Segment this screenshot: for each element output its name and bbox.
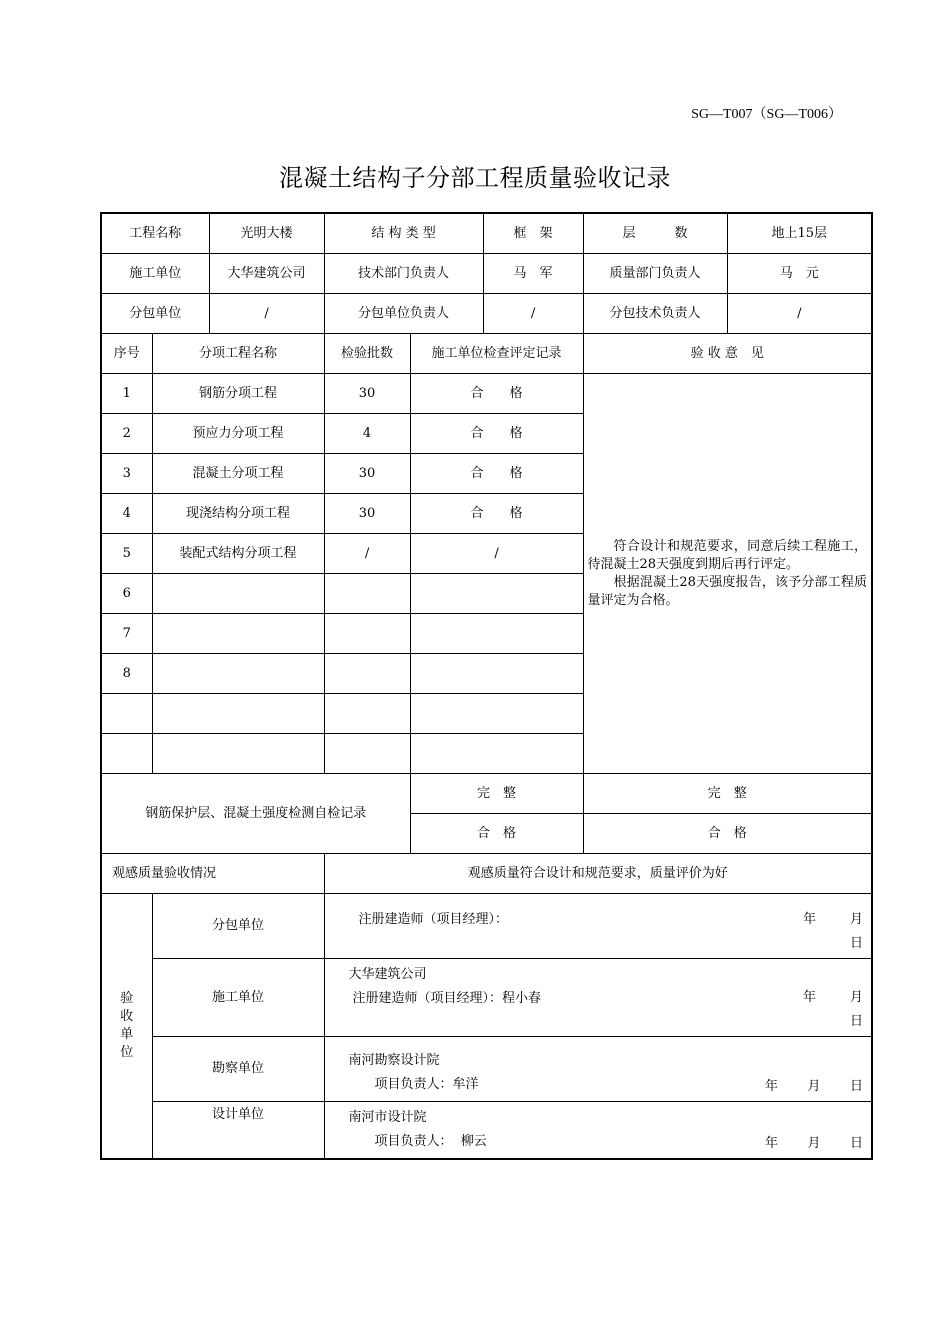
item-batches: 30 bbox=[324, 494, 410, 534]
acceptance-char: 位 bbox=[120, 1045, 134, 1060]
item-batches: 30 bbox=[324, 454, 410, 494]
column-header-batches: 检验批数 bbox=[324, 334, 410, 374]
sub-unit-signature bbox=[324, 894, 872, 959]
item-no: 1 bbox=[101, 374, 152, 414]
quality-head-label: 质量部门负责人 bbox=[583, 254, 727, 294]
self-check-r1-right: 完 整 bbox=[583, 774, 872, 814]
acceptance-record-table bbox=[100, 212, 873, 1160]
item-record bbox=[410, 614, 583, 654]
item-record bbox=[410, 654, 583, 694]
subcontractor-label: 分包单位 bbox=[101, 294, 209, 334]
item-name bbox=[152, 574, 324, 614]
structure-type-label: 结 构 类 型 bbox=[324, 213, 483, 254]
item-record bbox=[410, 694, 583, 734]
sub-head-label: 分包单位负责人 bbox=[324, 294, 483, 334]
contractor-unit-label: 施工单位 bbox=[152, 959, 324, 1037]
date-day: 日 bbox=[850, 936, 864, 951]
item-record: 合 格 bbox=[410, 454, 583, 494]
item-batches bbox=[324, 614, 410, 654]
survey-unit-signature bbox=[324, 1037, 872, 1102]
project-name-value: 光明大楼 bbox=[209, 213, 324, 254]
item-name: 装配式结构分项工程 bbox=[152, 534, 324, 574]
appearance-value: 观感质量符合设计和规范要求，质量评价为好 bbox=[324, 854, 872, 894]
contractor-value: 大华建筑公司 bbox=[209, 254, 324, 294]
item-no: 4 bbox=[101, 494, 152, 534]
item-batches bbox=[324, 734, 410, 774]
item-record: 合 格 bbox=[410, 374, 583, 414]
survey-unit-line1: 南河勘察设计院 bbox=[348, 1053, 440, 1068]
date-month: 月 bbox=[807, 1079, 821, 1094]
acceptance-units-label bbox=[101, 894, 152, 1160]
column-header-no: 序号 bbox=[101, 334, 152, 374]
contractor-unit-line2: 注册建造师（项目经理）：程小春 bbox=[352, 991, 542, 1006]
item-batches bbox=[324, 694, 410, 734]
item-no bbox=[101, 694, 152, 734]
item-no: 6 bbox=[101, 574, 152, 614]
acceptance-opinion bbox=[583, 374, 872, 774]
self-check-r2-left: 合 格 bbox=[410, 814, 583, 854]
item-name bbox=[152, 734, 324, 774]
appearance-label: 观感质量验收情况 bbox=[101, 854, 324, 894]
date-year: 年 bbox=[765, 1136, 779, 1151]
sub-unit-label: 分包单位 bbox=[152, 894, 324, 959]
item-batches: 4 bbox=[324, 414, 410, 454]
document-code: SG—T007（SG—T006） bbox=[691, 107, 842, 122]
table-row bbox=[101, 374, 872, 414]
design-unit-line2: 项目负责人： 柳云 bbox=[374, 1134, 487, 1149]
item-no: 3 bbox=[101, 454, 152, 494]
column-header-name: 分项工程名称 bbox=[152, 334, 324, 374]
item-record bbox=[410, 734, 583, 774]
tech-head-value: 马 军 bbox=[483, 254, 583, 294]
date-year: 年 bbox=[803, 990, 817, 1005]
opinion-paragraph-1: 符合设计和规范要求，同意后续工程施工，待混凝土28天强度到期后再行评定。 bbox=[587, 538, 868, 572]
survey-unit-label: 勘察单位 bbox=[152, 1037, 324, 1102]
item-name: 钢筋分项工程 bbox=[152, 374, 324, 414]
opinion-paragraph-2: 根据混凝土28天强度报告，该予分部工程质量评定为合格。 bbox=[587, 574, 868, 608]
self-check-r2-right: 合 格 bbox=[583, 814, 872, 854]
item-record: 合 格 bbox=[410, 494, 583, 534]
self-check-label: 钢筋保护层、混凝土强度检测自检记录 bbox=[101, 774, 410, 854]
contractor-unit-line1: 大华建筑公司 bbox=[348, 967, 427, 982]
item-no: 5 bbox=[101, 534, 152, 574]
date-month: 月 bbox=[850, 912, 864, 927]
item-no: 7 bbox=[101, 614, 152, 654]
column-header-opinion: 验 收 意 见 bbox=[583, 334, 872, 374]
floors-value: 地上15层 bbox=[727, 213, 872, 254]
item-no: 8 bbox=[101, 654, 152, 694]
contractor-label: 施工单位 bbox=[101, 254, 209, 294]
column-header-record: 施工单位检查评定记录 bbox=[410, 334, 583, 374]
date-year: 年 bbox=[803, 912, 817, 927]
design-unit-label: 设计单位 bbox=[152, 1102, 324, 1160]
item-name bbox=[152, 614, 324, 654]
acceptance-char: 单 bbox=[120, 1027, 134, 1042]
design-unit-line1: 南河市设计院 bbox=[348, 1110, 427, 1125]
date-year: 年 bbox=[765, 1079, 779, 1094]
structure-type-value: 框 架 bbox=[483, 213, 583, 254]
date-month: 月 bbox=[850, 990, 864, 1005]
subcontractor-value: / bbox=[209, 294, 324, 334]
item-batches bbox=[324, 574, 410, 614]
date-day: 日 bbox=[849, 1136, 863, 1151]
item-name bbox=[152, 654, 324, 694]
acceptance-char: 收 bbox=[120, 1009, 134, 1024]
tech-head-label: 技术部门负责人 bbox=[324, 254, 483, 294]
project-name-label: 工程名称 bbox=[101, 213, 209, 254]
item-no: 2 bbox=[101, 414, 152, 454]
page-title: 混凝土结构子分部工程质量验收记录 bbox=[279, 164, 671, 192]
contractor-unit-signature bbox=[324, 959, 872, 1037]
item-batches bbox=[324, 654, 410, 694]
self-check-r1-left: 完 整 bbox=[410, 774, 583, 814]
sub-tech-head-label: 分包技术负责人 bbox=[583, 294, 727, 334]
date-day: 日 bbox=[849, 1079, 863, 1094]
floors-label: 层 数 bbox=[583, 213, 727, 254]
item-record: 合 格 bbox=[410, 414, 583, 454]
sub-tech-head-value: / bbox=[727, 294, 872, 334]
item-name: 预应力分项工程 bbox=[152, 414, 324, 454]
design-unit-signature bbox=[324, 1102, 872, 1160]
acceptance-char: 验 bbox=[120, 991, 134, 1006]
item-batches: 30 bbox=[324, 374, 410, 414]
item-no bbox=[101, 734, 152, 774]
item-batches: / bbox=[324, 534, 410, 574]
sub-head-value: / bbox=[483, 294, 583, 334]
item-record: / bbox=[410, 534, 583, 574]
item-record bbox=[410, 574, 583, 614]
quality-head-value: 马 元 bbox=[727, 254, 872, 294]
item-name: 混凝土分项工程 bbox=[152, 454, 324, 494]
date-day: 日 bbox=[850, 1014, 864, 1029]
survey-unit-line2: 项目负责人：牟洋 bbox=[374, 1077, 479, 1092]
item-name bbox=[152, 694, 324, 734]
item-name: 现浇结构分项工程 bbox=[152, 494, 324, 534]
date-month: 月 bbox=[807, 1136, 821, 1151]
sub-unit-line1: 注册建造师（项目经理）： bbox=[358, 912, 509, 927]
